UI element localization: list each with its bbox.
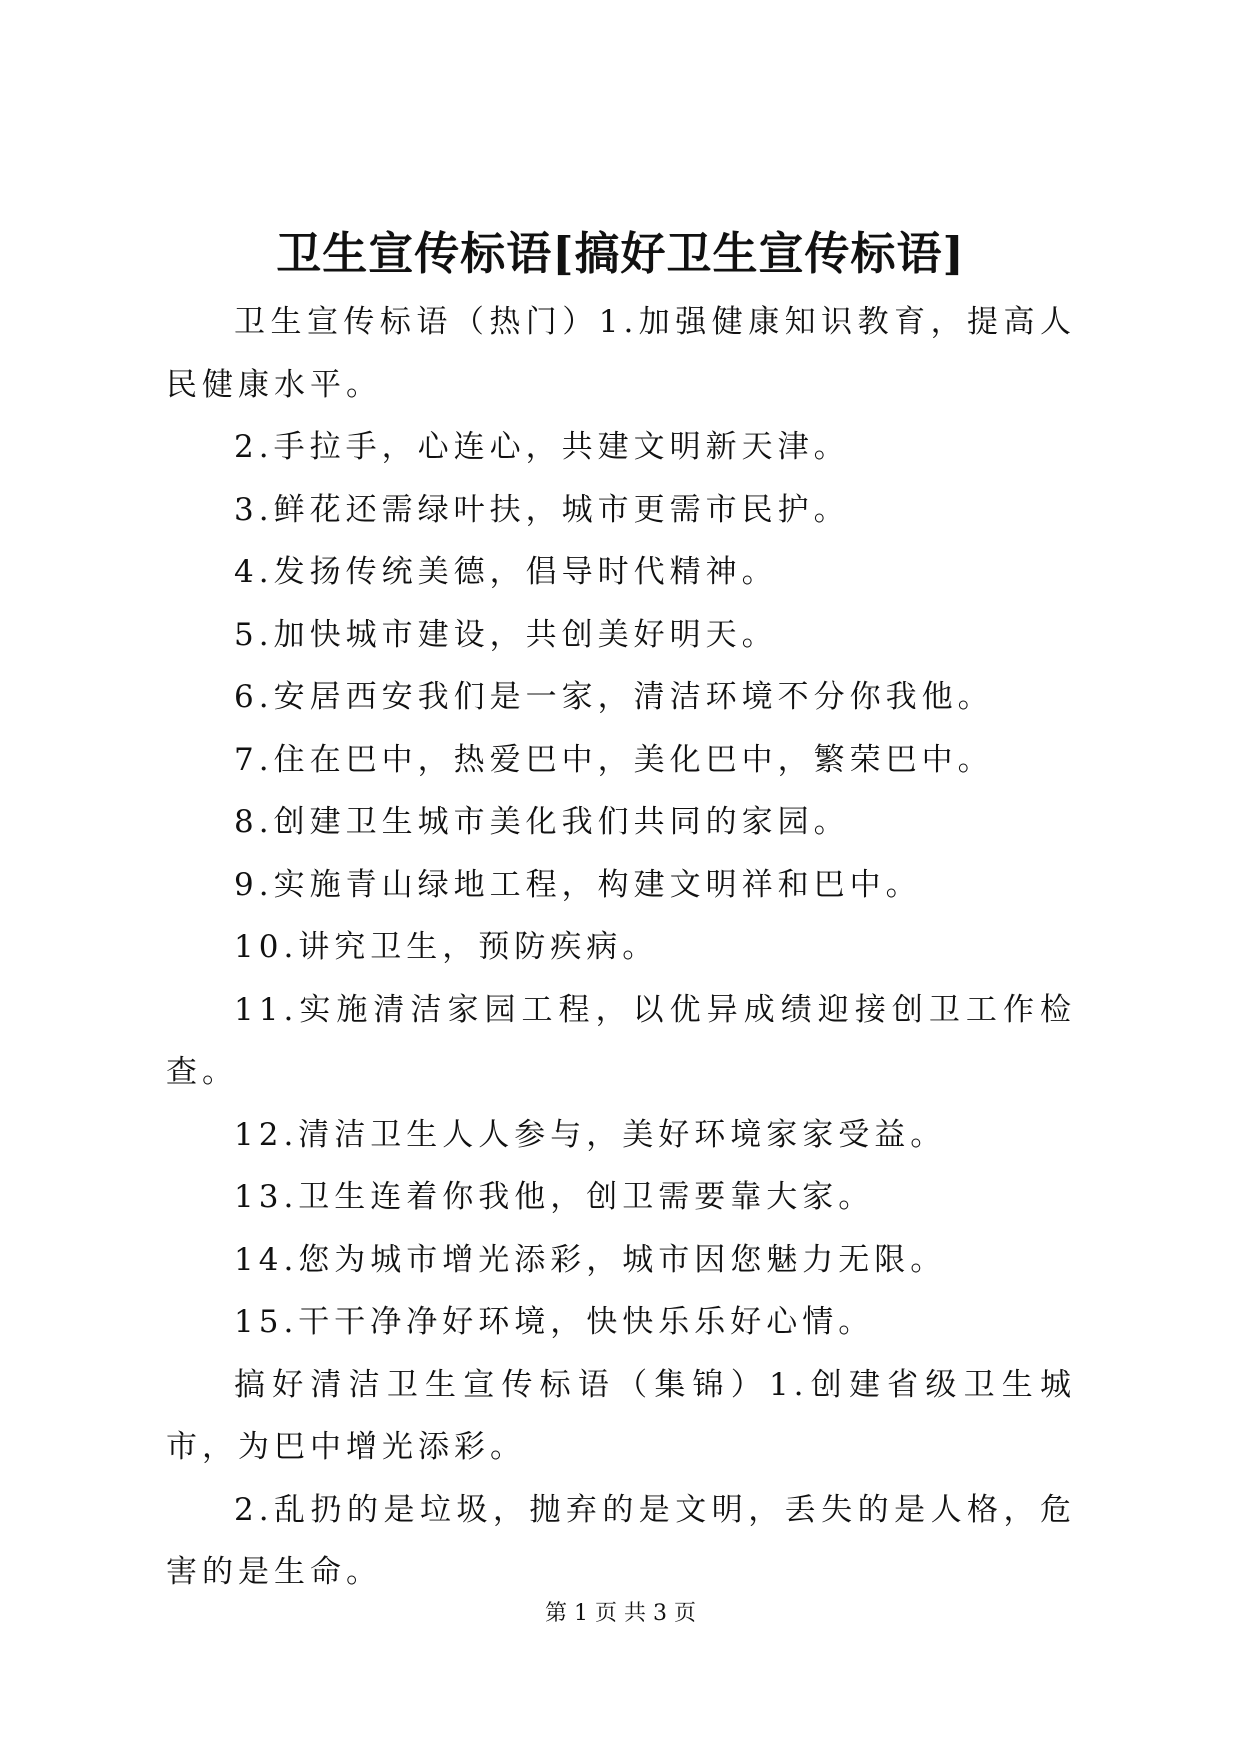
paragraph: 搞好清洁卫生宣传标语（集锦）1.创建省级卫生城市，为巴中增光添彩。 (166, 1366, 1076, 1465)
paragraph: 14.您为城市增光添彩，城市因您魅力无限。 (234, 1241, 947, 1278)
paragraph: 10.讲究卫生，预防疾病。 (234, 929, 659, 965)
paragraph: 15.干干净净好环境，快快乐乐好心情。 (234, 1304, 875, 1340)
paragraph: 8.创建卫生城市美化我们共同的家园。 (234, 804, 850, 840)
paragraph: 4.发扬传统美德，倡导时代精神。 (234, 554, 778, 590)
paragraph: 12.清洁卫生人人参与，美好环境家家受益。 (234, 1116, 947, 1153)
document-title: 卫生宣传标语[搞好卫生宣传标语] (276, 227, 965, 280)
paragraph: 7.住在巴中，热爱巴中，美化巴中，繁荣巴中。 (234, 741, 994, 778)
document-body (166, 291, 1076, 1604)
paragraph: 11.实施清洁家园工程，以优异成绩迎接创卫工作检查。 (166, 991, 1076, 1090)
paragraph: 卫生宣传标语（热门）1.加强健康知识教育，提高人民健康水平。 (166, 304, 1076, 403)
paragraph: 2.手拉手，心连心，共建文明新天津。 (234, 429, 850, 465)
paragraph: 5.加快城市建设，共创美好明天。 (234, 616, 778, 653)
paragraph: 6.安居西安我们是一家，清洁环境不分你我他。 (234, 679, 994, 715)
page-footer: 第 1 页 共 3 页 (545, 1601, 696, 1626)
paragraph: 3.鲜花还需绿叶扶，城市更需市民护。 (234, 491, 850, 528)
paragraph: 2.乱扔的是垃圾，抛弃的是文明，丢失的是人格，危害的是生命。 (166, 1491, 1076, 1590)
paragraph: 9.实施青山绿地工程，构建文明祥和巴中。 (234, 866, 922, 903)
paragraph: 13.卫生连着你我他，创卫需要靠大家。 (234, 1179, 875, 1215)
